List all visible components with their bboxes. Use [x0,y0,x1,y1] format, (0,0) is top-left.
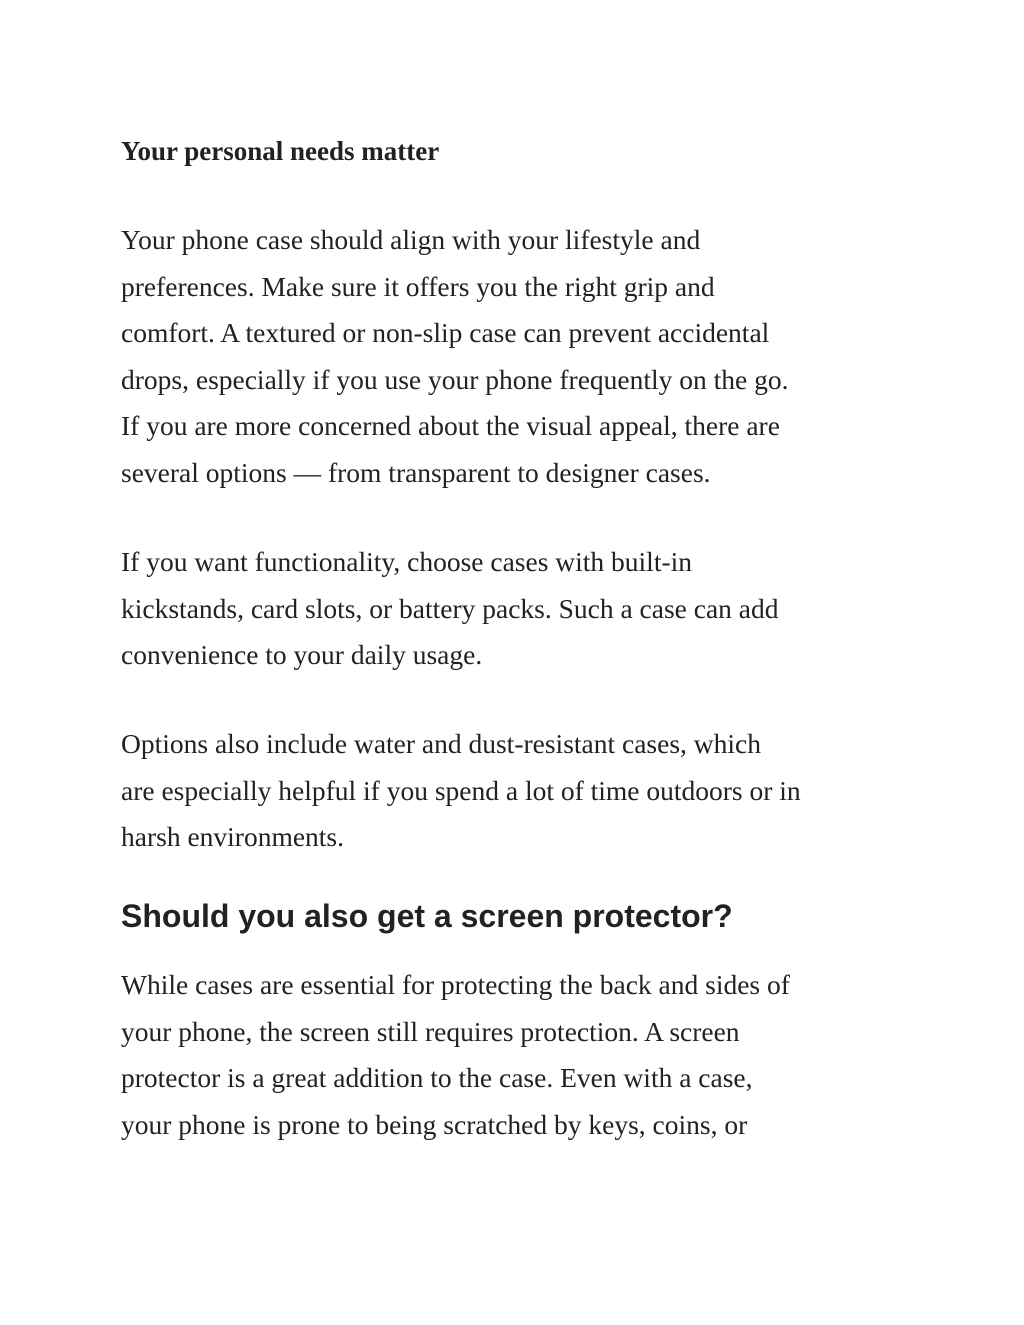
paragraph-lifestyle: Your phone case should align with your lifestyle and preferences. Make sure it offers you the right grip and comfort. A textured or non-slip case can prevent accidental drops, especially if you use your phone frequently on the go. If you are more concerned about the visual appeal, there are several options — from transparent to designer cases. [121,224,789,488]
paragraph-screen-protector: While cases are essential for protecting the back and sides of your phone, the screen still requires protection. A screen protector is a great addition to the case. Even with a case, your phone is prone to being scratched by keys, coins, or [121,969,790,1140]
subheading-personal-needs: Your personal needs matter [121,136,440,166]
paragraph-water-resistant: Options also include water and dust-resistant cases, which are especially helpful if you spend a lot of time outdoors or in harsh environments. [121,728,801,852]
paragraph-functionality: If you want functionality, choose cases with built-in kickstands, card slots, or battery packs. Such a case can add convenience to your daily usage. [121,546,779,670]
section-heading-screen-protector: Should you also get a screen protector? [121,898,733,934]
